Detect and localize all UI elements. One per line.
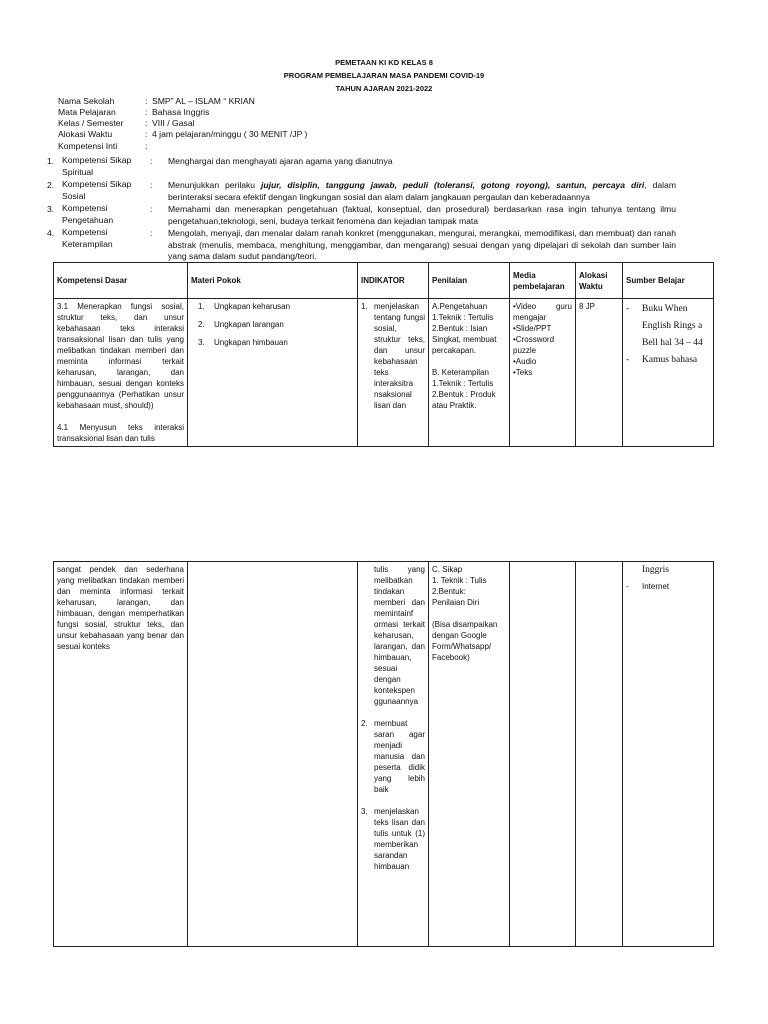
info-label: Kelas / Semester [58,118,124,128]
sumber-item: - Internet [626,582,670,591]
penilaian-cell: A.Pengetahuan 1.Teknik : Tertulis 2.Bentuk : Isian Singkat, membuat percakapan. B. Keterampilan 1.Teknik : Tertulis 2.Bentuk : Produk atau Praktik. [429,299,510,447]
ki-label: Kompetensi Sikap Spiritual [62,155,132,177]
indikator-item: 3. menjelaskan teks lisan dan tulis untuk (1) memberikan sarandan himbauan [361,807,425,871]
col-header: Kompetensi Dasar [54,263,188,299]
info-label: Mata Pelajaran [58,107,116,117]
materi-item: 3. Ungkapan himbauan [198,338,288,347]
col-header: Penilaian [429,263,510,299]
ki-text: Memahami dan menerapkan pengetahuan (faktual, konseptual, dan prosedural) berdasarkan rasa ingin tahunya tentang ilmu pengetahuan,teknologi, seni, budaya terkait fenomena dan kejadian tampak mata [168,204,676,226]
info-value: VIII / Gasal [152,118,195,128]
media-cell [510,562,576,947]
penilaian-cell: C. Sikap 1. Teknik : Tulis 2.Bentuk: Penilaian Diri (Bisa disampaikan dengan Google Form/Whatsapp/ Facebook) [429,562,510,947]
ki-label: Kompetensi Pengetahuan [62,203,114,225]
col-header: Materi Pokok [188,263,358,299]
indikator-item: tulis yang melibatkan tindakan memberi dan memintainf ormasi terkait keharusan, larangan, dan himbauan, sesuai dengan kontekspen ggunaannya [374,565,425,706]
doc-year: TAHUN AJARAN 2021-2022 [335,84,433,93]
info-value: 4 jam pelajaran/minggu ( 30 MENIT /JP ) [152,129,308,139]
ki-number: 2. [47,180,55,190]
materi-item: 1. Ungkapan keharusan [198,302,291,311]
ki-text: Menunjukkan perilaku jujur, disiplin, tanggung jawab, peduli (toleransi, gotong royong), santun, percaya diri, dalam berinteraksi secara efektif dengan lingkungan sosial dan alam dalam jangkauan pergaulan dan keberadaannya [168,180,676,202]
col-header: Media pembelajaran [510,263,576,299]
sumber-cell: Inggris - Internet [623,562,714,947]
kd-table [53,262,714,447]
info-label: Nama Sekolah [58,96,115,106]
kd-4-1-text: 4.1 Menyusun teks interaksi transaksional lisan dan tulis [57,423,184,443]
indikator-item: 2. membuat saran agar menjadi manusia dan peserta didik yang lebih baik [361,719,425,794]
materi-cell [188,299,358,447]
alokasi-cell [576,562,623,947]
ki-label: Kompetensi Sikap Sosial [62,179,132,201]
ki-number: 3. [47,204,55,214]
doc-title: PEMETAAN KI KD KELAS 8 [335,58,433,67]
info-label: Kompetensi Inti [58,141,118,151]
ki-text: Menghargai dan menghayati ajaran agama yang dianutnya [168,156,393,166]
col-header: Alokasi Waktu [576,263,623,299]
sumber-item: - Kamus bahasa [626,355,698,365]
media-cell: •Video guru mengajar •Slide/PPT •Crossword puzzle •Audio •Teks [510,299,576,447]
ki-label: Kompetensi Keterampilan [62,227,113,249]
ki-text: Mengolah, menyaji, dan menalar dalam ranah konkret (menggunakan, mengurai, merangkai, memodifikasi, dan membuat) dan ranah abstrak (menulis, membaca, menghitung, menggambar, dan mengarang) sesuai dengan yang dipelajari di sekolah dan sumber lain yang sama dalam sudut pandang/teori. [168,228,676,261]
school-info: Nama Sekolah : SMP” AL – ISLAM “ KRIAN Mata Pelajaran : Bahasa Inggris Kelas / Semester : VIII / Gasal Alokasi Waktu : 4 jam pelajaran/minggu ( 30 MENIT /JP ) Kompetensi Inti : [58,96,308,151]
kd-table-continued [53,561,714,947]
materi-cell [188,562,358,947]
alokasi-cell: 8 JP [576,299,623,447]
col-header: INDIKATOR [358,263,429,299]
info-value: Bahasa Inggris [152,107,210,117]
kd-cell: sangat pendek dan sederhana yang melibatkan tindakan memberi dan meminta informasi terkait keharusan, larangan, dan himbauan, dengan memperhatikan fungsi sosial, struktur teks, dan unsur kebahasaan yang benar dan sesuai konteks [54,562,188,947]
ki-number: 1. [47,156,55,166]
table-row [54,299,714,447]
col-header: Sumber Belajar [623,263,714,299]
sumber-cell [623,299,714,447]
table-row [54,562,714,947]
doc-subtitle: PROGRAM PEMBELAJARAN MASA PANDEMI COVID-19 [283,71,485,80]
sumber-item: - Buku When English Rings a Bell hal 34 – 44 [626,304,703,348]
indikator-cell [358,299,429,447]
table-header-row [54,263,714,299]
indikator-cell [358,562,429,947]
kd-cell [54,299,188,447]
info-label: Alokasi Waktu [58,129,113,139]
materi-item: 2. Ungkapan larangan [198,320,284,329]
kd-3-1-text: 3.1 Menerapkan fungsi sosial, struktur teks, dan unsur kebahasaan teks interaksi transaksional lisan dan tulis yang melibatkan tindakan memberi dan meminta informasi terkait keharusan, larangan, dan himbauan, sesuai dengan konteks penggunaannya (Perhatikan unsur kebahasaan must, should)) [57,302,184,410]
ki-number: 4. [47,228,55,238]
info-value: SMP” AL – ISLAM “ KRIAN [152,96,255,106]
indikator-item: 1. menjelaskan tentang fungsi sosial, struktur teks, dan unsur kebahasaan teks interaksitra nsaksional lisan dan [361,302,425,410]
